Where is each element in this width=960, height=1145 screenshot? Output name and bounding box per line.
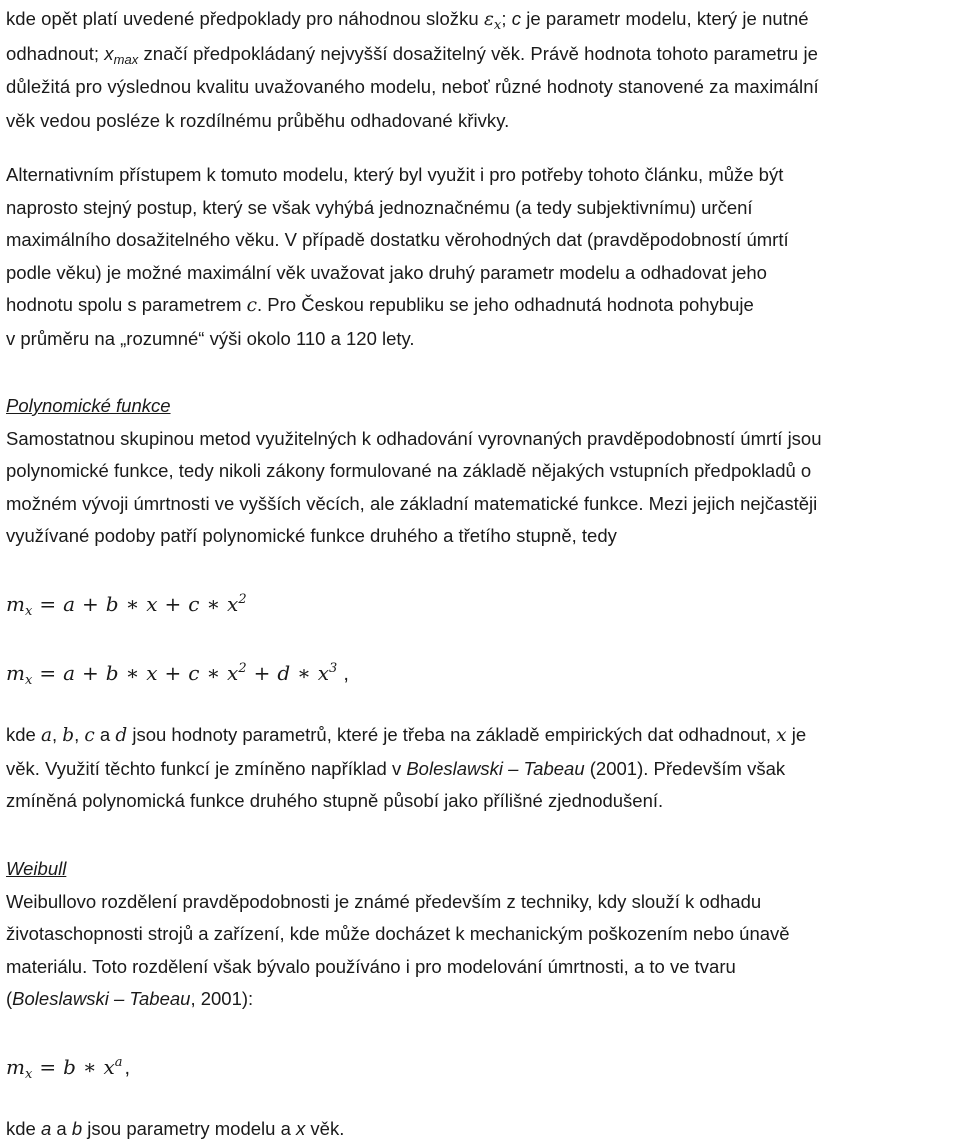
paragraph-polynomial-params bbox=[6, 719, 956, 818]
eq-exponent: 2 bbox=[238, 661, 247, 676]
text-fragment: věk. bbox=[305, 1118, 345, 1139]
text-fragment: , bbox=[52, 724, 63, 745]
text-fragment: (2001). Především však bbox=[584, 757, 786, 779]
text-line: zmíněná polynomická funkce druhého stupně působí jako přílišné zjednodušení. bbox=[6, 790, 664, 812]
text-line: maximálního dosažitelného věku. V případě dostatku věrohodných dat (pravděpodobností úmrtí bbox=[6, 229, 789, 251]
eq-sub: x bbox=[24, 1067, 33, 1082]
text-line: materiálu. Toto rozdělení však bývalo používáno i pro modelování úmrtnosti, a to ve tvaru bbox=[6, 955, 736, 977]
eq-term: b bbox=[63, 1055, 76, 1079]
eq-term: c bbox=[188, 592, 200, 616]
epsilon-symbol: ε bbox=[483, 9, 494, 30]
paragraph-assumptions bbox=[6, 2, 956, 137]
text-line: Alternativním přístupem k tomuto modelu, který byl využit i pro potřeby tohoto článku, může být bbox=[6, 164, 784, 185]
xmax-symbol: x bbox=[104, 42, 114, 64]
eq-term: c bbox=[188, 661, 200, 685]
text-fragment: , bbox=[74, 724, 85, 745]
text-fragment: kde bbox=[6, 724, 41, 745]
equation-cubic: $m_x = a + b$ ∗ x + c ∗ $x^2 + d$ ∗ $x^3$ , bbox=[6, 661, 349, 688]
paragraph-weibull-params bbox=[6, 1114, 956, 1144]
eq-term: d bbox=[277, 661, 291, 685]
param-c: c bbox=[84, 725, 95, 746]
param-b: b bbox=[71, 1118, 83, 1139]
eq-term: x bbox=[227, 592, 239, 616]
eq-m: m bbox=[6, 592, 25, 616]
param-c: c bbox=[511, 8, 522, 29]
text-fragment: , 2001): bbox=[190, 988, 254, 1010]
eq-exponent: 3 bbox=[329, 661, 338, 676]
param-x: x bbox=[296, 1118, 306, 1139]
xmax-subscript: max bbox=[113, 51, 139, 67]
equation-weibull: $m_x = b$ ∗ $x^a$ , bbox=[6, 1055, 131, 1082]
citation: Boleslawski – Tabeau bbox=[406, 757, 585, 779]
text-fragment: kde bbox=[6, 1118, 41, 1139]
citation: Boleslawski – Tabeau bbox=[12, 988, 191, 1010]
text-line: možném vývoji úmrtnosti ve vyšších věcích, ale základní matematické funkce. Mezi jejich nejčastěji bbox=[6, 492, 818, 514]
text-line: polynomické funkce, tedy nikoli zákony formulované na základě nějakých vstupních předpokladů o bbox=[6, 460, 812, 482]
text-line: důležitá pro výslednou kvalitu uvažovaného modelu, neboť různé hodnoty stanovené za maximální bbox=[6, 76, 819, 97]
text-fragment: značí předpokládaný nejvyšší dosažitelný věk. Právě hodnota tohoto parametru je bbox=[138, 42, 818, 64]
eq-sub: x bbox=[24, 604, 33, 619]
text-fragment: věk. Využití těchto funkcí je zmíněno například v bbox=[6, 757, 407, 779]
text-fragment: ( bbox=[6, 988, 13, 1010]
text-fragment: ; bbox=[501, 8, 512, 29]
param-a: a bbox=[40, 1118, 52, 1139]
text-fragment: jsou parametry modelu a bbox=[82, 1118, 297, 1139]
section-polynomial bbox=[6, 390, 956, 553]
text-line: podle věku) je možné maximální věk uvažovat jako druhý parametr modelu a odhadovat jeho bbox=[6, 261, 767, 283]
text-fragment: hodnotu spolu s parametrem bbox=[6, 294, 247, 316]
epsilon-subscript: x bbox=[493, 18, 502, 33]
eq-term: x bbox=[103, 1055, 115, 1079]
text-line: Samostatnou skupinou metod využitelných k odhadování vyrovnaných pravděpodobností úmrtí jsou bbox=[6, 427, 822, 449]
text-line: věk vedou posléze k rozdílnému průběhu odhadované křivky. bbox=[6, 109, 510, 131]
equation-quadratic: $m_x = a + b$ ∗ x + c ∗ $x^2$ bbox=[6, 592, 247, 619]
param-d: d bbox=[115, 725, 128, 746]
text-fragment: je bbox=[786, 724, 807, 745]
eq-sub: x bbox=[24, 673, 33, 688]
eq-term: x bbox=[146, 661, 158, 685]
text-fragment: . Pro Českou republiku se jeho odhadnutá hodnota pohybuje bbox=[257, 294, 754, 316]
text-line: kde opět platí uvedené předpoklady pro náhodnou složku bbox=[6, 8, 484, 29]
param-b: b bbox=[62, 725, 75, 746]
eq-term: b bbox=[105, 661, 119, 685]
text-fragment: je parametr modelu, který je nutné bbox=[521, 8, 809, 29]
eq-comma: , bbox=[124, 1057, 131, 1079]
eq-exponent: 2 bbox=[238, 592, 247, 607]
text-fragment: jsou hodnoty parametrů, které je třeba na základě empirických dat odhadnout, bbox=[127, 724, 777, 745]
text-line: Weibullovo rozdělení pravděpodobnosti je známé především z techniky, kdy slouží k odhadu bbox=[6, 890, 762, 912]
section-heading-weibull: Weibull bbox=[6, 858, 67, 879]
eq-m: m bbox=[6, 661, 25, 685]
eq-term: a bbox=[63, 592, 76, 616]
text-fragment: a bbox=[51, 1118, 72, 1139]
text-line: naprosto stejný postup, který se však vyhýbá jednoznačnému (a tedy subjektivnímu) určení bbox=[6, 196, 753, 218]
param-x: x bbox=[776, 725, 787, 746]
eq-term: x bbox=[317, 661, 330, 685]
section-weibull bbox=[6, 853, 956, 1016]
text-line: životaschopnosti strojů a zařízení, kde může docházet k mechanickým poškozením nebo únavě bbox=[6, 923, 790, 945]
eq-term: x bbox=[227, 661, 239, 685]
param-a: a bbox=[40, 725, 52, 746]
section-heading-polynomial: Polynomické funkce bbox=[6, 395, 171, 416]
eq-m: m bbox=[6, 1055, 25, 1079]
text-fragment: odhadnout; bbox=[6, 42, 105, 64]
text-line: v průměru na „rozumné“ výši okolo 110 a 120 lety. bbox=[6, 327, 415, 349]
eq-exponent: a bbox=[114, 1055, 123, 1070]
param-c: c bbox=[246, 295, 258, 317]
eq-term: a bbox=[63, 661, 76, 685]
eq-term: x bbox=[146, 592, 158, 616]
paragraph-alternative bbox=[6, 159, 956, 356]
text-line: využívané podoby patří polynomické funkce druhého a třetího stupně, tedy bbox=[6, 525, 617, 547]
text-fragment: a bbox=[94, 724, 116, 745]
eq-comma: , bbox=[343, 663, 349, 685]
eq-term: b bbox=[105, 592, 119, 616]
